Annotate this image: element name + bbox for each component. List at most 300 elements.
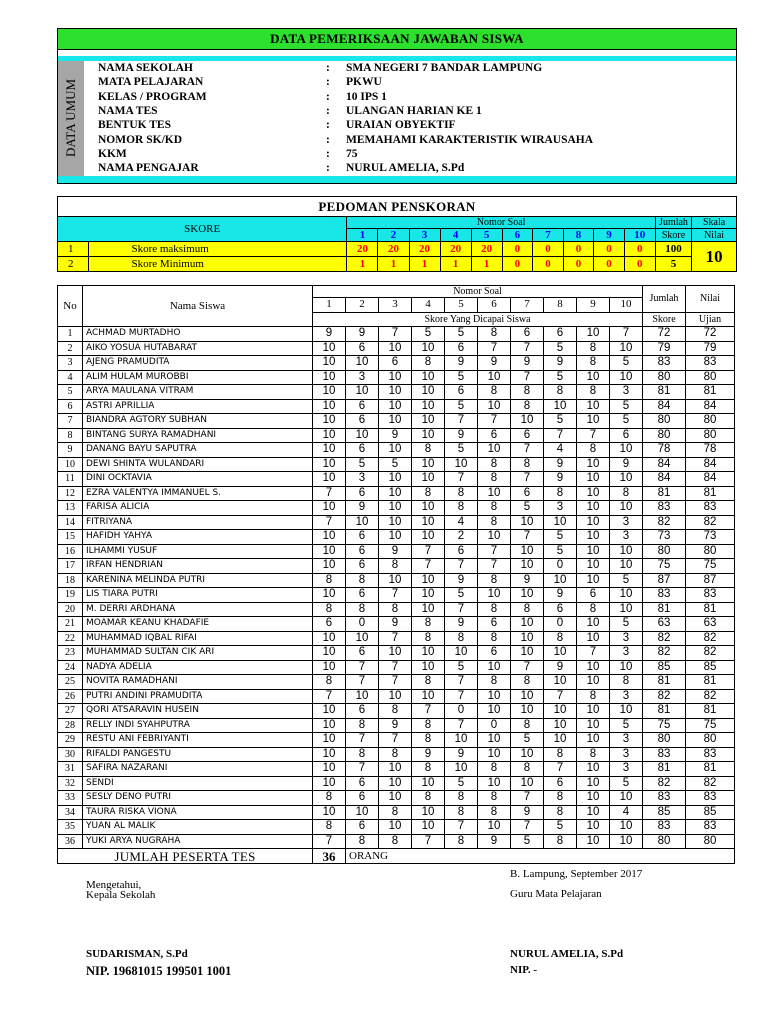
score-cell: 10 <box>577 370 610 385</box>
score-cell: 10 <box>313 530 346 545</box>
score-cell: 8 <box>577 602 610 617</box>
score-cell: 8 <box>412 356 445 371</box>
score-cell: 7 <box>511 341 544 356</box>
score-cell: 7 <box>313 486 346 501</box>
score-cell: 8 <box>544 486 577 501</box>
score-cell: 5 <box>544 414 577 429</box>
score-cell: 8 <box>478 631 511 646</box>
score-cell: 5 <box>346 457 379 472</box>
score-cell: 8 <box>412 631 445 646</box>
score-cell: 10 <box>412 428 445 443</box>
score-cell: 9 <box>478 356 511 371</box>
pedoman-total: 5 <box>655 257 691 272</box>
score-cell: 10 <box>313 428 346 443</box>
score-cell: 8 <box>544 834 577 849</box>
score-cell: 10 <box>577 660 610 675</box>
row-number: 8 <box>58 428 83 443</box>
table-row <box>58 414 735 429</box>
nilai-ujian: 80 <box>686 733 735 748</box>
score-cell: 10 <box>478 689 511 704</box>
table-row <box>58 834 735 849</box>
score-cell: 10 <box>577 762 610 777</box>
row-number: 24 <box>58 660 83 675</box>
total-score: 83 <box>643 820 686 835</box>
pedoman-soal-number: 7 <box>533 229 564 242</box>
score-cell: 9 <box>379 428 412 443</box>
score-cell: 6 <box>346 704 379 719</box>
score-cell: 7 <box>412 559 445 574</box>
score-cell: 10 <box>577 544 610 559</box>
score-cell: 7 <box>346 733 379 748</box>
table-row <box>58 718 735 733</box>
score-cell: 10 <box>346 805 379 820</box>
table-row <box>58 660 735 675</box>
score-cell: 10 <box>478 733 511 748</box>
row-number: 33 <box>58 791 83 806</box>
row-number: 28 <box>58 718 83 733</box>
ujian-header: Ujian <box>686 312 735 327</box>
table-row <box>58 820 735 835</box>
score-cell: 6 <box>346 820 379 835</box>
score-cell: 10 <box>313 762 346 777</box>
score-cell: 8 <box>379 704 412 719</box>
pedoman-row-no: 2 <box>58 257 89 272</box>
nilai-ujian: 84 <box>686 472 735 487</box>
student-name: SAFIRA NAZARANI <box>83 762 313 777</box>
score-cell: 9 <box>511 356 544 371</box>
score-cell: 8 <box>577 689 610 704</box>
total-score: 81 <box>643 486 686 501</box>
score-cell: 8 <box>379 747 412 762</box>
score-cell: 10 <box>511 617 544 632</box>
score-cell: 3 <box>610 733 643 748</box>
score-cell: 5 <box>379 457 412 472</box>
info-value: URAIAN OBYEKTIF <box>346 119 456 132</box>
student-name: ALIM HULAM MUROBBI <box>83 370 313 385</box>
row-number: 5 <box>58 385 83 400</box>
score-cell: 10 <box>577 457 610 472</box>
score-cell: 10 <box>478 588 511 603</box>
score-cell: 8 <box>478 385 511 400</box>
score-cell: 6 <box>346 646 379 661</box>
score-cell: 10 <box>577 472 610 487</box>
nilai-subheader: Nilai <box>692 229 737 242</box>
score-cell: 10 <box>577 820 610 835</box>
score-cell: 6 <box>346 588 379 603</box>
score-cell: 10 <box>412 385 445 400</box>
score-cell: 8 <box>412 617 445 632</box>
table-row <box>58 617 735 632</box>
nilai-ujian: 82 <box>686 646 735 661</box>
table-row <box>58 356 735 371</box>
skore-subheader: Skore <box>655 229 691 242</box>
score-cell: 10 <box>610 559 643 574</box>
table-row <box>58 704 735 719</box>
score-cell: 5 <box>511 733 544 748</box>
info-value: SMA NEGERI 7 BANDAR LAMPUNG <box>346 62 543 74</box>
score-cell: 10 <box>577 414 610 429</box>
score-cell: 10 <box>313 733 346 748</box>
score-cell: 7 <box>478 559 511 574</box>
pedoman-soal-number: 9 <box>594 229 625 242</box>
score-cell: 10 <box>577 675 610 690</box>
soal-number: 9 <box>577 298 610 313</box>
total-score: 83 <box>643 356 686 371</box>
pedoman-score-cell: 20 <box>440 242 471 257</box>
total-score: 87 <box>643 573 686 588</box>
score-cell: 8 <box>577 443 610 458</box>
score-cell: 0 <box>544 559 577 574</box>
score-cell: 9 <box>346 327 379 342</box>
row-number: 31 <box>58 762 83 777</box>
score-cell: 7 <box>511 370 544 385</box>
score-cell: 8 <box>379 559 412 574</box>
score-cell: 3 <box>610 747 643 762</box>
score-cell: 7 <box>610 327 643 342</box>
score-cell: 5 <box>445 660 478 675</box>
score-cell: 9 <box>511 805 544 820</box>
kepala-sekolah-name: SUDARISMAN, S.Pd <box>86 948 188 960</box>
score-cell: 10 <box>379 501 412 516</box>
row-number: 34 <box>58 805 83 820</box>
score-cell: 6 <box>478 617 511 632</box>
student-name: RELLY INDI SYAHPUTRA <box>83 718 313 733</box>
score-cell: 6 <box>478 646 511 661</box>
score-cell: 6 <box>610 428 643 443</box>
pedoman-score-cell: 0 <box>594 257 625 272</box>
score-cell: 9 <box>445 617 478 632</box>
score-cell: 8 <box>412 718 445 733</box>
nilai-ujian: 75 <box>686 559 735 574</box>
soal-number: 7 <box>511 298 544 313</box>
score-cell: 2 <box>445 530 478 545</box>
pedoman-score-cell: 20 <box>378 242 409 257</box>
student-name: FITRIYANA <box>83 515 313 530</box>
pedoman-table <box>57 196 737 272</box>
row-number: 13 <box>58 501 83 516</box>
score-cell: 10 <box>379 573 412 588</box>
side-label-block <box>58 61 85 176</box>
score-cell: 10 <box>478 776 511 791</box>
score-cell: 3 <box>610 530 643 545</box>
score-cell: 10 <box>412 530 445 545</box>
row-number: 10 <box>58 457 83 472</box>
score-cell: 10 <box>313 631 346 646</box>
score-cell: 8 <box>346 718 379 733</box>
score-cell: 10 <box>313 646 346 661</box>
score-cell: 8 <box>445 834 478 849</box>
total-score: 80 <box>643 834 686 849</box>
score-cell: 7 <box>346 675 379 690</box>
row-number: 15 <box>58 530 83 545</box>
score-cell: 5 <box>610 573 643 588</box>
row-number: 6 <box>58 399 83 414</box>
score-cell: 7 <box>412 834 445 849</box>
score-cell: 6 <box>346 486 379 501</box>
nilai-ujian: 83 <box>686 747 735 762</box>
table-row <box>58 588 735 603</box>
nilai-ujian: 83 <box>686 791 735 806</box>
score-cell: 10 <box>544 718 577 733</box>
score-cell: 10 <box>379 530 412 545</box>
pedoman-score-cell: 20 <box>347 242 378 257</box>
data-umum-panel <box>57 28 737 184</box>
score-cell: 7 <box>412 544 445 559</box>
score-cell: 7 <box>379 631 412 646</box>
guru-label: Guru Mata Pelajaran <box>510 888 602 900</box>
pedoman-score-cell: 1 <box>378 257 409 272</box>
score-cell: 8 <box>511 718 544 733</box>
row-number: 22 <box>58 631 83 646</box>
score-cell: 10 <box>511 747 544 762</box>
score-cell: 10 <box>313 341 346 356</box>
score-cell: 6 <box>313 617 346 632</box>
info-separator: : <box>326 104 330 117</box>
score-cell: 9 <box>313 327 346 342</box>
score-cell: 10 <box>412 646 445 661</box>
row-number: 25 <box>58 675 83 690</box>
score-cell: 8 <box>544 791 577 806</box>
pedoman-row-no: 1 <box>58 242 89 257</box>
kepala-sekolah-label: Kepala Sekolah <box>86 889 156 901</box>
score-cell: 10 <box>610 588 643 603</box>
guru-nip: NIP. - <box>510 964 538 976</box>
no-header: No <box>58 286 83 327</box>
score-cell: 5 <box>445 443 478 458</box>
table-row <box>58 457 735 472</box>
score-cell: 10 <box>544 399 577 414</box>
student-name: MUHAMMAD SULTAN CIK ARI <box>83 646 313 661</box>
score-cell: 8 <box>412 762 445 777</box>
total-score: 75 <box>643 718 686 733</box>
score-cell: 10 <box>610 472 643 487</box>
soal-number: 8 <box>544 298 577 313</box>
score-cell: 5 <box>610 776 643 791</box>
score-cell: 10 <box>412 805 445 820</box>
pedoman-soal-number: 6 <box>502 229 533 242</box>
info-value: 10 IPS 1 <box>346 90 387 103</box>
score-cell: 6 <box>511 486 544 501</box>
score-cell: 10 <box>412 776 445 791</box>
table-row <box>58 385 735 400</box>
total-score: 63 <box>643 617 686 632</box>
score-cell: 8 <box>511 457 544 472</box>
student-name: ILHAMMI YUSUF <box>83 544 313 559</box>
score-cell: 10 <box>511 544 544 559</box>
score-cell: 8 <box>313 602 346 617</box>
pedoman-score-cell: 0 <box>533 257 564 272</box>
score-cell: 10 <box>412 501 445 516</box>
pedoman-score-cell: 0 <box>502 257 533 272</box>
score-cell: 10 <box>577 327 610 342</box>
row-number: 2 <box>58 341 83 356</box>
kepala-sekolah-nip: NIP. 19681015 199501 1001 <box>86 964 232 978</box>
score-cell: 4 <box>610 805 643 820</box>
nilai-ujian: 87 <box>686 573 735 588</box>
info-separator: : <box>326 119 330 132</box>
score-cell: 5 <box>445 588 478 603</box>
score-cell: 8 <box>478 457 511 472</box>
score-cell: 5 <box>412 327 445 342</box>
score-cell: 9 <box>445 428 478 443</box>
student-name: BINTANG SURYA RAMADHANI <box>83 428 313 443</box>
total-score: 85 <box>643 805 686 820</box>
total-score: 81 <box>643 762 686 777</box>
score-table <box>57 285 735 864</box>
student-name: BIANDRA AGTORY SUBHAN <box>83 414 313 429</box>
nama-siswa-header: Nama Siswa <box>83 286 313 327</box>
score-cell: 6 <box>544 327 577 342</box>
total-score: 85 <box>643 660 686 675</box>
score-cell: 10 <box>379 443 412 458</box>
score-cell: 10 <box>511 414 544 429</box>
student-name: KARENINA MELINDA PUTRI <box>83 573 313 588</box>
pedoman-score-cell: 20 <box>471 242 502 257</box>
score-cell: 7 <box>379 660 412 675</box>
info-separator: : <box>326 133 330 146</box>
score-cell: 10 <box>544 646 577 661</box>
score-cell: 10 <box>412 341 445 356</box>
score-cell: 8 <box>577 356 610 371</box>
nilai-ujian: 83 <box>686 356 735 371</box>
score-cell: 10 <box>610 544 643 559</box>
score-cell: 9 <box>544 356 577 371</box>
nilai-ujian: 82 <box>686 631 735 646</box>
score-cell: 10 <box>610 791 643 806</box>
score-cell: 5 <box>544 370 577 385</box>
info-separator: : <box>326 147 330 160</box>
score-cell: 10 <box>544 733 577 748</box>
score-cell: 10 <box>577 733 610 748</box>
score-cell: 8 <box>544 805 577 820</box>
score-cell: 10 <box>577 501 610 516</box>
guru-name: NURUL AMELIA, S.Pd <box>510 948 624 960</box>
score-cell: 5 <box>610 399 643 414</box>
soal-number: 2 <box>346 298 379 313</box>
row-number: 23 <box>58 646 83 661</box>
score-cell: 10 <box>478 704 511 719</box>
skore-dicapai-header: Skore Yang Dicapai Siswa <box>313 312 643 327</box>
score-cell: 3 <box>610 515 643 530</box>
score-cell: 10 <box>577 718 610 733</box>
score-cell: 3 <box>610 385 643 400</box>
score-cell: 3 <box>610 689 643 704</box>
nilai-ujian: 82 <box>686 689 735 704</box>
student-name: QORI ATSARAVIN HUSEIN <box>83 704 313 719</box>
score-cell: 7 <box>511 472 544 487</box>
info-label: MATA PELAJARAN <box>98 76 204 89</box>
nilai-header: Nilai <box>686 286 735 313</box>
score-cell: 4 <box>544 443 577 458</box>
score-cell: 10 <box>577 631 610 646</box>
score-cell: 10 <box>610 704 643 719</box>
score-cell: 0 <box>445 704 478 719</box>
score-cell: 5 <box>544 530 577 545</box>
total-score: 73 <box>643 530 686 545</box>
score-cell: 9 <box>445 356 478 371</box>
score-cell: 10 <box>544 573 577 588</box>
row-number: 17 <box>58 559 83 574</box>
soal-number: 1 <box>313 298 346 313</box>
score-cell: 9 <box>610 457 643 472</box>
score-cell: 7 <box>445 820 478 835</box>
score-cell: 5 <box>610 617 643 632</box>
score-cell: 10 <box>511 689 544 704</box>
score-cell: 8 <box>478 602 511 617</box>
score-cell: 7 <box>577 428 610 443</box>
score-cell: 10 <box>313 747 346 762</box>
score-cell: 10 <box>478 660 511 675</box>
score-cell: 0 <box>544 617 577 632</box>
row-number: 9 <box>58 443 83 458</box>
total-score: 80 <box>643 544 686 559</box>
score-cell: 7 <box>379 327 412 342</box>
score-cell: 5 <box>544 820 577 835</box>
score-cell: 10 <box>313 457 346 472</box>
score-cell: 8 <box>445 486 478 501</box>
score-cell: 10 <box>313 370 346 385</box>
score-cell: 10 <box>544 515 577 530</box>
nilai-ujian: 81 <box>686 486 735 501</box>
table-row <box>58 646 735 661</box>
student-name: IRFAN HENDRIAN <box>83 559 313 574</box>
nilai-ujian: 83 <box>686 501 735 516</box>
score-cell: 6 <box>577 588 610 603</box>
score-cell: 8 <box>313 820 346 835</box>
total-score: 82 <box>643 776 686 791</box>
score-cell: 8 <box>577 385 610 400</box>
row-number: 30 <box>58 747 83 762</box>
table-row <box>58 747 735 762</box>
score-cell: 10 <box>412 370 445 385</box>
table-row <box>58 428 735 443</box>
score-cell: 10 <box>478 820 511 835</box>
total-score: 83 <box>643 791 686 806</box>
score-cell: 6 <box>346 791 379 806</box>
info-label: NAMA PENGAJAR <box>98 162 199 175</box>
pedoman-soal-number: 10 <box>624 229 655 242</box>
score-cell: 10 <box>379 486 412 501</box>
score-cell: 8 <box>610 486 643 501</box>
score-cell: 10 <box>445 457 478 472</box>
score-cell: 10 <box>478 530 511 545</box>
score-cell: 10 <box>577 399 610 414</box>
score-cell: 9 <box>544 660 577 675</box>
score-cell: 0 <box>346 617 379 632</box>
score-cell: 0 <box>478 718 511 733</box>
info-label: KELAS / PROGRAM <box>98 90 207 103</box>
info-value: MEMAHAMI KARAKTERISTIK WIRAUSAHA <box>346 133 594 146</box>
pedoman-score-cell: 0 <box>563 257 594 272</box>
score-cell: 8 <box>346 602 379 617</box>
score-cell: 10 <box>313 544 346 559</box>
info-label: KKM <box>98 147 127 160</box>
table-row <box>58 573 735 588</box>
score-cell: 7 <box>445 559 478 574</box>
total-score: 84 <box>643 399 686 414</box>
pedoman-penskoran <box>57 196 737 272</box>
score-cell: 7 <box>511 530 544 545</box>
jumlah-header: Jumlah <box>643 286 686 313</box>
student-name: TAURA RISKA VIONA <box>83 805 313 820</box>
score-cell: 5 <box>445 776 478 791</box>
score-cell: 6 <box>346 341 379 356</box>
score-cell: 8 <box>445 501 478 516</box>
score-cell: 10 <box>577 515 610 530</box>
score-cell: 10 <box>412 515 445 530</box>
score-cell: 6 <box>445 544 478 559</box>
pedoman-score-cell: 1 <box>347 257 378 272</box>
